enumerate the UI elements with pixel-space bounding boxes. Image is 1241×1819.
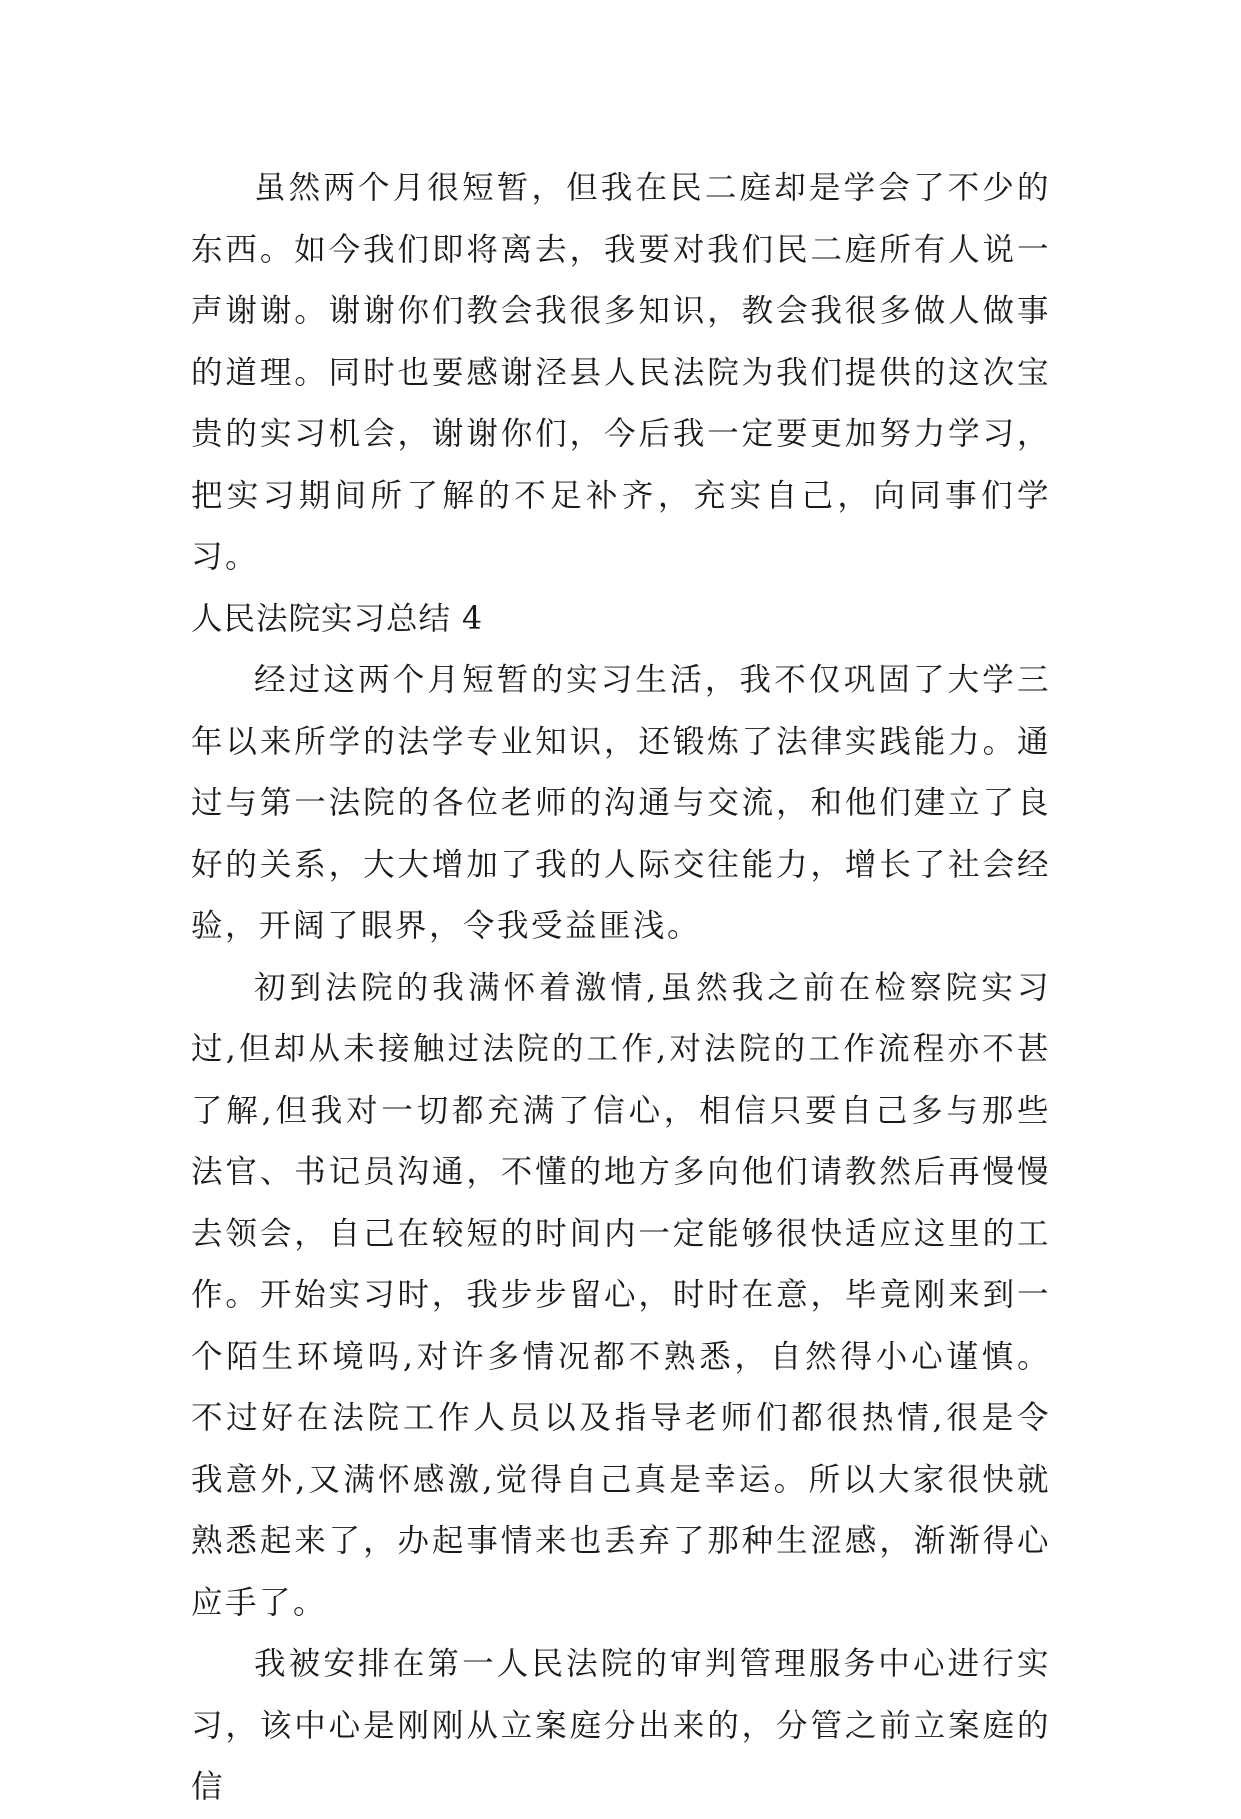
section-title: 人民法院实习总结 4 [191, 600, 484, 637]
paragraph-arrival: 初到法院的我满怀着激情,虽然我之前在检察院实习过,但却从未接触过法院的工作,对法院的工作流程亦不甚了解,但我对一切都充满了信心，相信只要自己多与那些法官、书记员沟通，不懂的地方多向他们请教然后再慢慢去领会，自己在较短的时间内一定能够很快适应这里的工作。开始实习时，我步步留心，时时在意，毕竟刚来到一个陌生环境吗,对许多情况都不熟悉，自然得小心谨慎。不过好在法院工作人员以及指导老师们都很热情,很是令我意外,又满怀感激,觉得自己真是幸运。所以大家很快就熟悉起来了，办起事情来也丢弃了那种生涩感，渐渐得心应手了。 [191, 969, 1051, 1621]
document-body [191, 158, 1051, 1819]
paragraph-intro: 经过这两个月短暂的实习生活，我不仅巩固了大学三年以来所学的法学专业知识，还锻炼了法律实践能力。通过与第一法院的各位老师的沟通与交流，和他们建立了良好的关系，大大增加了我的人际交往能力，增长了社会经验，开阔了眼界，令我受益匪浅。 [191, 662, 1051, 944]
paragraph-assignment: 我被安排在第一人民法院的审判管理服务中心进行实习，该中心是刚刚从立案庭分出来的，分管之前立案庭的信 [191, 1646, 1051, 1805]
paragraph-thanks: 虽然两个月很短暂，但我在民二庭却是学会了不少的东西。如今我们即将离去，我要对我们民二庭所有人说一声谢谢。谢谢你们教会我很多知识，教会我很多做人做事的道理。同时也要感谢泾县人民法院为我们提供的这次宝贵的实习机会，谢谢你们，今后我一定要更加努力学习，把实习期间所了解的不足补齐，充实自己，向同事们学习。 [191, 170, 1051, 575]
